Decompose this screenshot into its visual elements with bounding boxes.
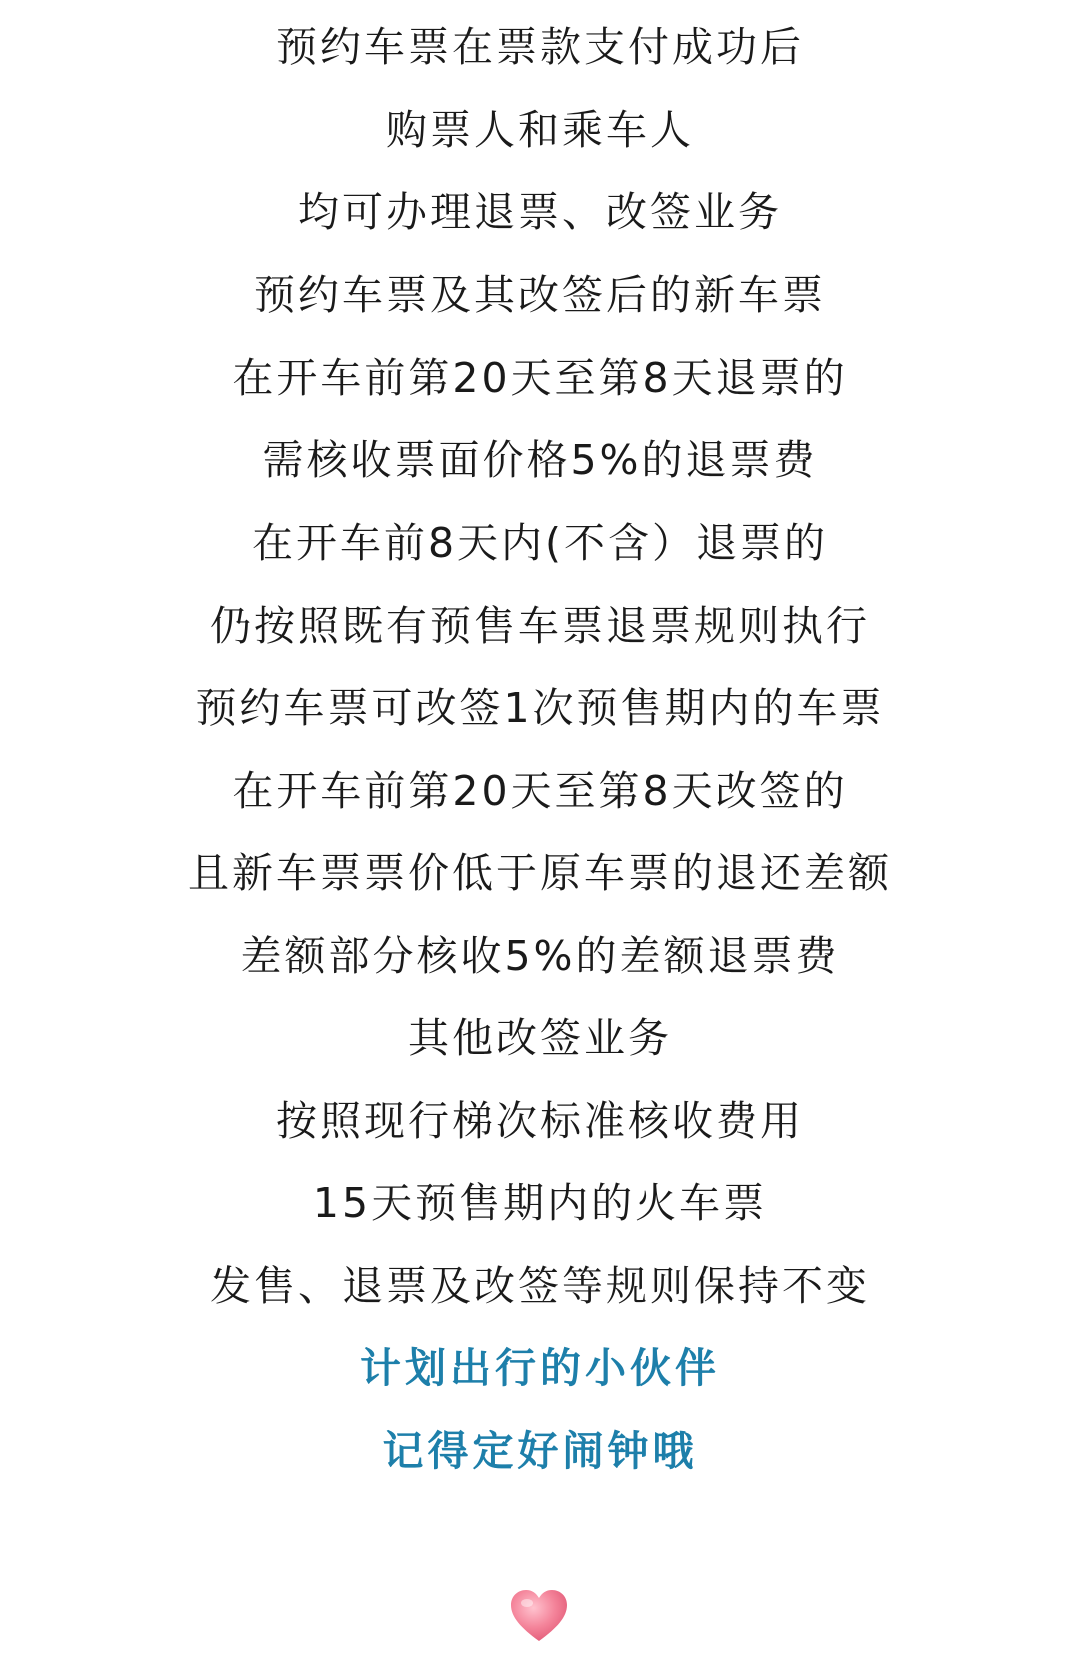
text-line: 按照现行梯次标准核收费用	[276, 1097, 804, 1145]
text-line: 在开车前第20天至第8天退票的	[232, 354, 848, 402]
text-line: 在开车前第20天至第8天改签的	[232, 767, 848, 815]
text-line: 购票人和乘车人	[386, 106, 694, 154]
highlight-line: 计划出行的小伙伴	[360, 1344, 720, 1392]
text-line: 仍按照既有预售车票退票规则执行	[210, 602, 870, 650]
highlight-line: 记得定好闹钟哦	[382, 1427, 698, 1475]
text-line: 且新车票票价低于原车票的退还差额	[188, 849, 892, 897]
text-line: 其他改签业务	[408, 1014, 672, 1062]
text-line: 预约车票可改签1次预售期内的车票	[195, 684, 885, 732]
text-line: 15天预售期内的火车票	[312, 1179, 768, 1227]
text-line: 需核收票面价格5%的退票费	[262, 436, 818, 484]
text-line: 在开车前8天内(不含）退票的	[251, 519, 829, 567]
text-line: 差额部分核收5%的差额退票费	[240, 932, 840, 980]
text-line: 发售、退票及改签等规则保持不变	[210, 1262, 870, 1310]
text-line: 预约车票在票款支付成功后	[276, 23, 804, 71]
text-line: 均可办理退票、改签业务	[298, 188, 782, 236]
text-line: 预约车票及其改签后的新车票	[254, 271, 826, 319]
heart-icon	[509, 1588, 569, 1644]
